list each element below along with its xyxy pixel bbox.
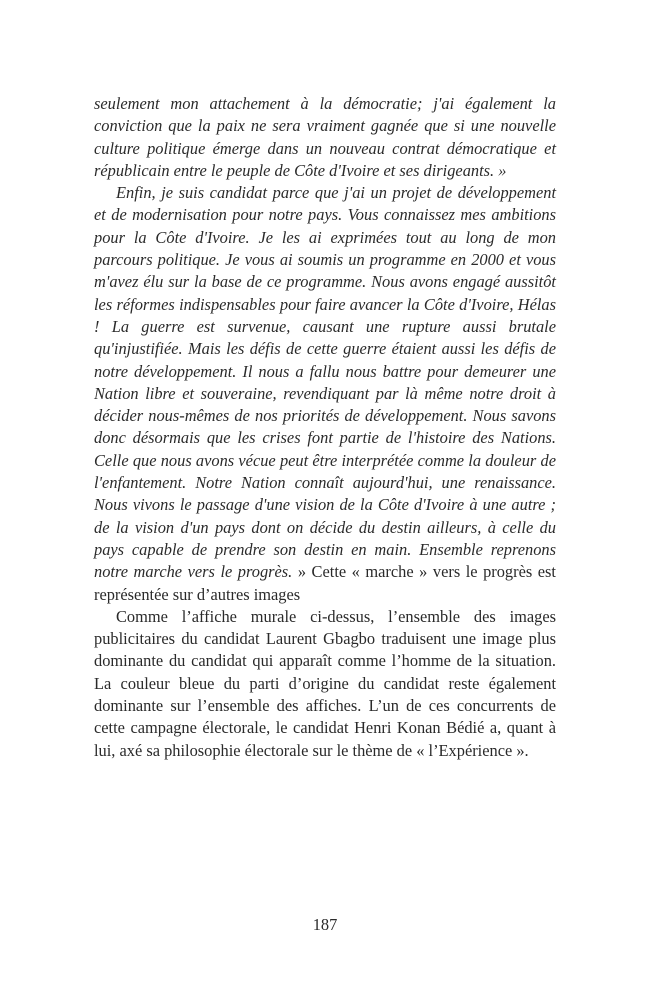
quote-text-italic: seulement mon attachement à la démocratie; j'ai également la conviction que la paix ne sera vraiment gagnée que si une nouvelle culture politique émerge dans un nouveau contrat démocratique et républicain entre le peuple de Côte d'Ivoire et ses dirigeants. » bbox=[94, 94, 556, 180]
quote-paragraph-ending bbox=[94, 93, 556, 182]
quote-text-italic: Enfin, je suis candidat parce que j'ai un projet de développement et de modernisation pour notre pays. Vous connaissez mes ambitions pour la Côte d'Ivoire. Je les ai exprimées tout au long de mon parcours politique. Je vous ai soumis un programme en 2000 et vous m'avez élu sur la base de ce programme. Nous avons engagé aussitôt les réformes indispensables pour faire avancer la Côte d'Ivoire, Hélas ! La guerre est survenue, causant une rupture aussi brutale qu'injustifiée. Mais les défis de cette guerre étaient aussi les défis de notre développement. Il nous a fallu nous battre pour demeurer une Nation libre et souveraine, revendiquant par là même notre droit à décider nous-mêmes de nos priorités de développement. Nous savons donc désormais que les crises font partie de l'histoire des Nations. Celle que nous avons vécue peut être interprétée comme la douleur de l'enfantement. Notre Nation connaît aujourd'hui, une renaissance. Nous vivons le passage d'une vision de la Côte d'Ivoire à une autre ; de la vision d'un pays dont on décide du destin ailleurs, à celle du pays capable de prendre son destin en main. Ensemble reprenons notre marche vers le progrès. bbox=[94, 183, 556, 582]
page-number: 187 bbox=[312, 915, 338, 934]
body-text bbox=[94, 93, 556, 762]
commentary-text: » Cette « marche » vers le progrès est représentée sur d’autres images bbox=[94, 562, 556, 604]
quote-paragraph-candidacy bbox=[94, 182, 556, 606]
analysis-paragraph: Comme l’affiche murale ci-dessus, l’ensemble des images publicitaires du candidat Laurent Gbagbo traduisent une image plus dominante du candidat qui apparaît comme l’homme de la situation. La couleur bleue du parti d’origine du candidat reste également dominante sur l’ensemble des affiches. L’un de ces concurrents de cette campagne électorale, le candidat Henri Konan Bédié a, quant à lui, axé sa philosophie électorale sur le thème de « l’Expérience ». bbox=[94, 606, 556, 760]
